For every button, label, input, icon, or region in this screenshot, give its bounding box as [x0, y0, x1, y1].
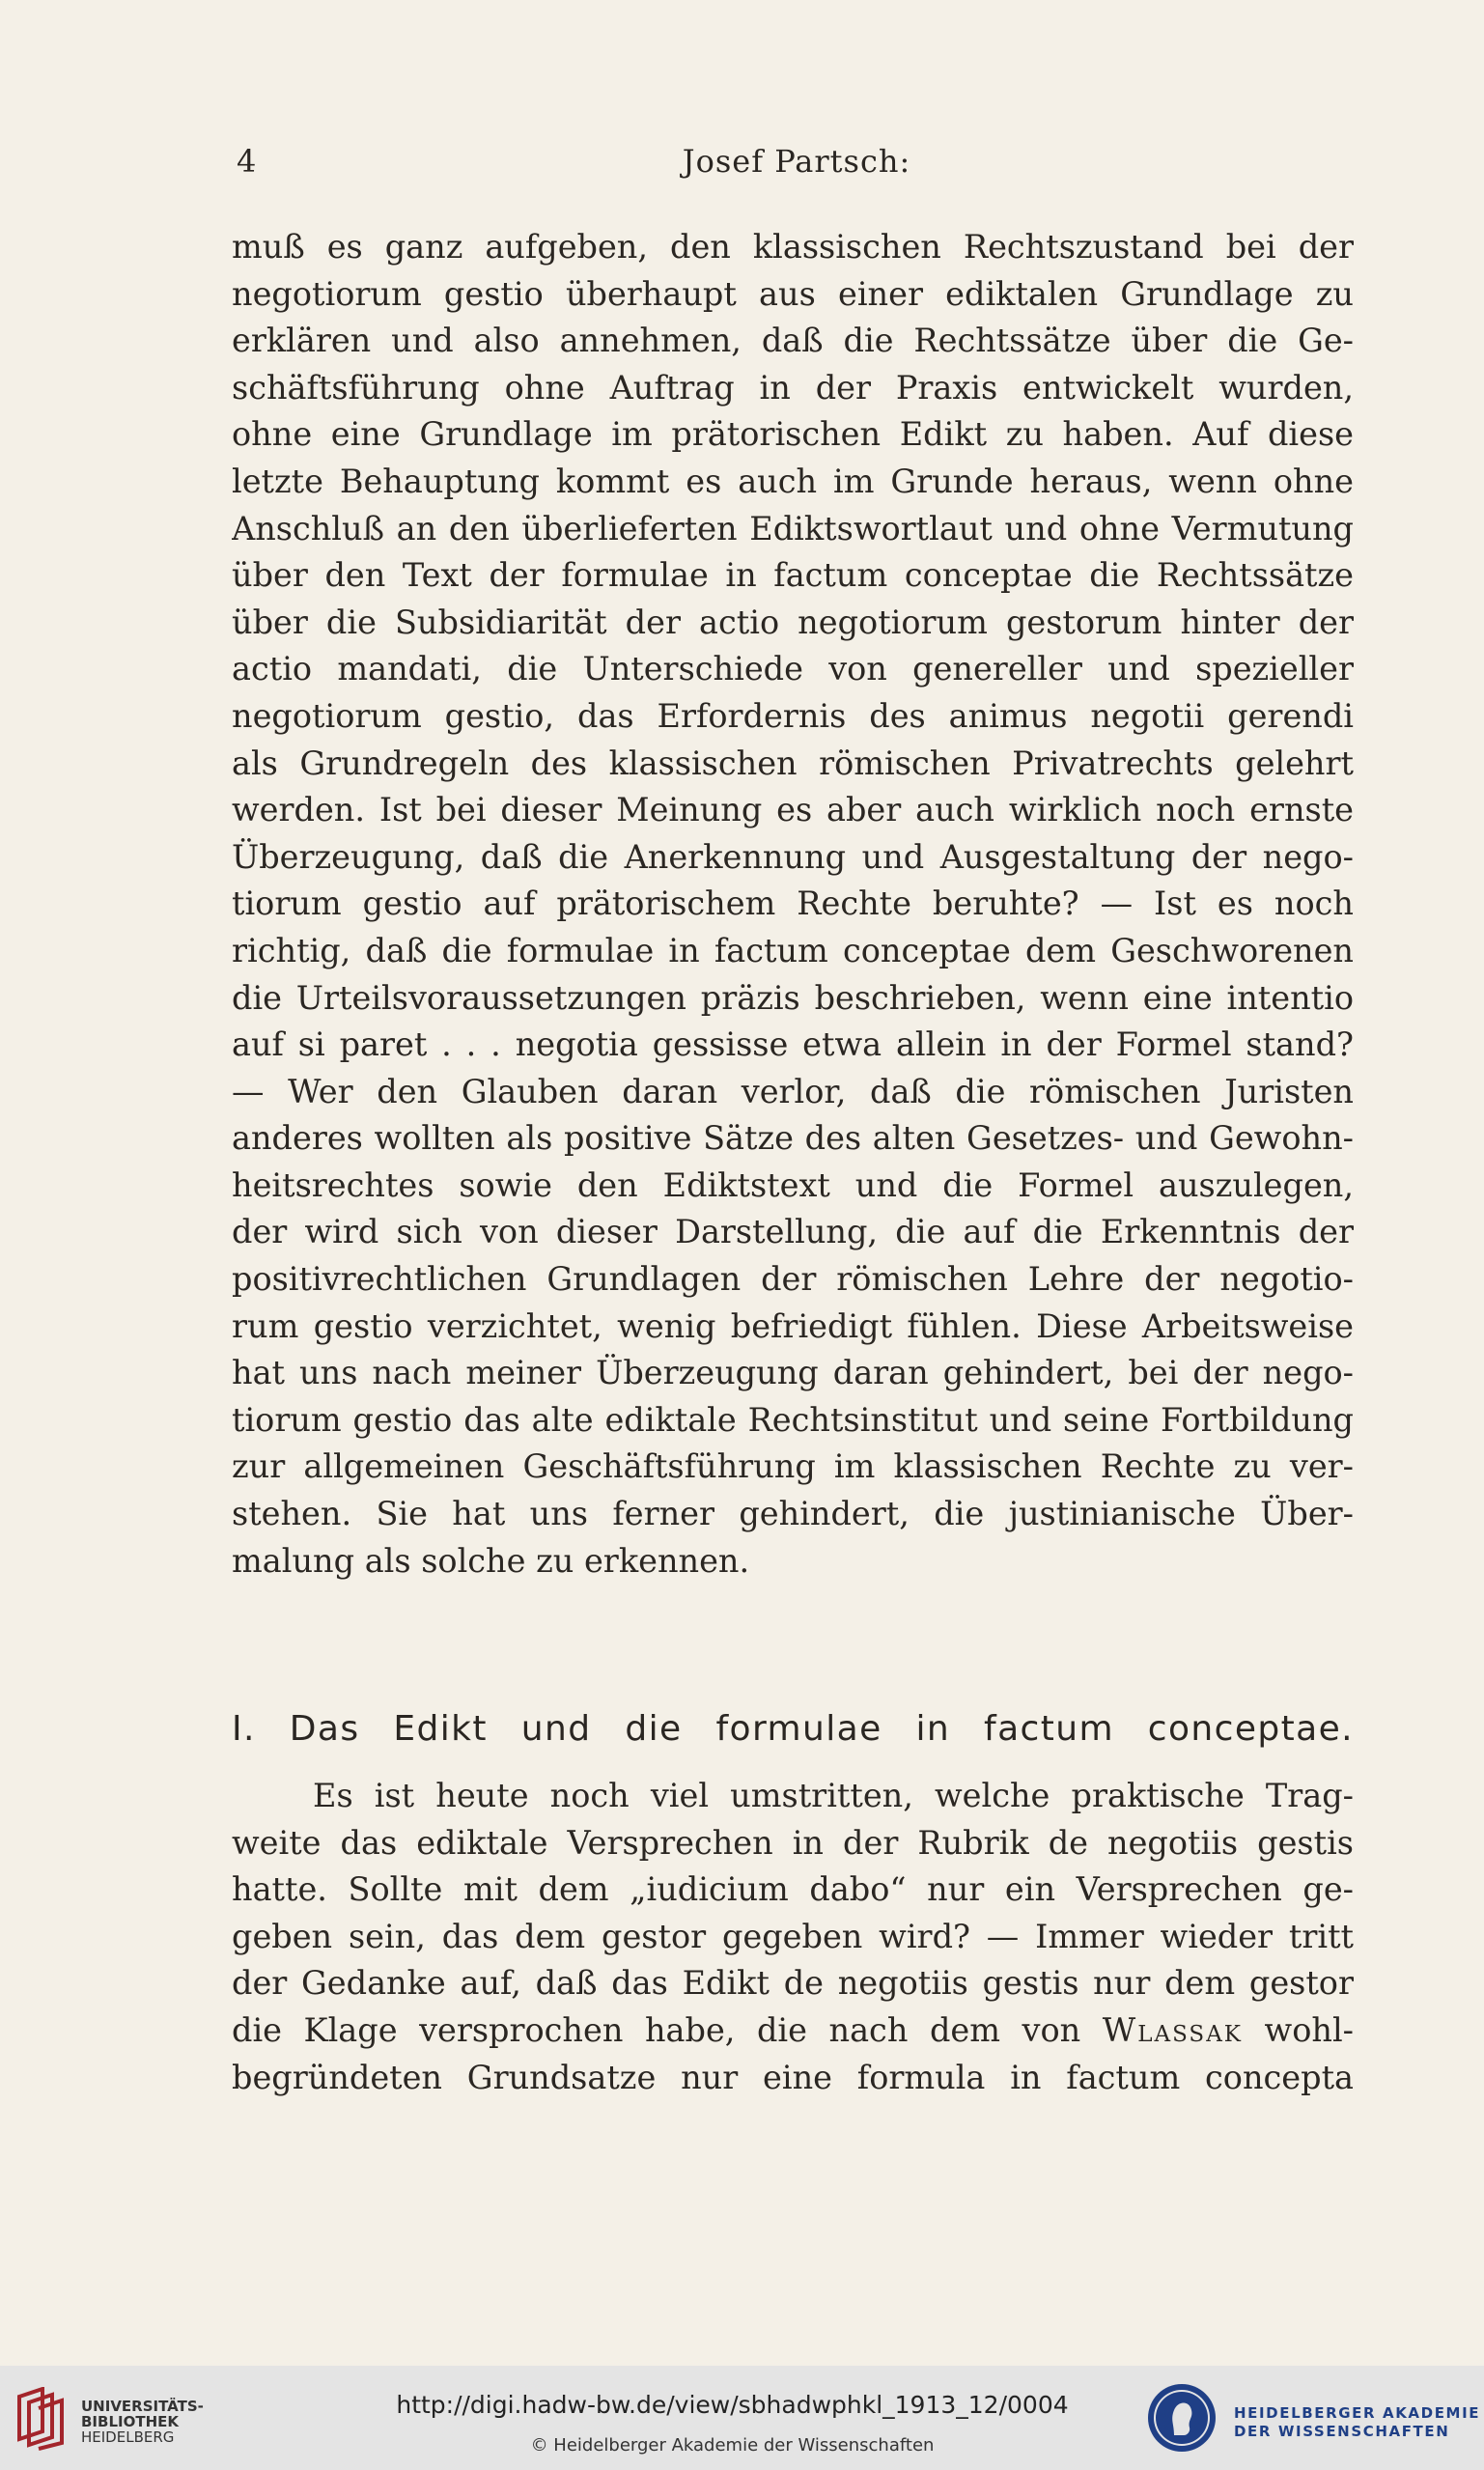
running-title: Josef Partsch:	[682, 143, 911, 180]
text-line: Es ist heute noch viel umstritten, welche praktische Trag-	[313, 1777, 1354, 1814]
running-head	[237, 143, 1357, 187]
academy-name-line: DER WISSENSCHAFTEN	[1234, 2423, 1450, 2440]
academy-name-line: HEIDELBERGER AKADEMIE	[1234, 2404, 1481, 2422]
text-line: tiorum gestio das alte ediktale Rechtsinstitut und seine Fortbildung	[232, 1400, 1354, 1439]
copyright-notice: © Heidelberger Akademie der Wissenschaften	[530, 2435, 935, 2456]
section-heading: I. Das Edikt und die formulae in factum conceptae.	[232, 1709, 1354, 1749]
paragraph-2	[232, 1773, 1354, 2101]
text-line: negotiorum gestio, das Erfordernis des animus negotii gerendi	[232, 696, 1354, 735]
text-line: der Gedanke auf, daß das Edikt de negotiis gestis nur dem gestor	[232, 1964, 1354, 2003]
text-line: als Grundregeln des klassischen römischen Privatrechts gelehrt	[232, 744, 1354, 782]
library-name-line: BIBLIOTHEK	[81, 2413, 179, 2430]
text-line: letzte Behauptung kommt es auch im Grunde heraus, wenn ohne	[232, 462, 1354, 500]
text-line: positivrechtlichen Grundlagen der römischen Lehre der negotio-	[232, 1260, 1354, 1299]
text-segment: wohl-	[1264, 2010, 1354, 2049]
text-line: weite das ediktale Versprechen in der Rubrik de negotiis gestis	[232, 1823, 1354, 1862]
text-line: negotiorum gestio überhaupt aus einer ediktalen Grundlage zu	[232, 274, 1354, 313]
academy-seal-icon	[1145, 2381, 1218, 2455]
text-line: — Wer den Glauben daran verlor, daß die römischen Juristen	[232, 1072, 1354, 1110]
text-line: begründeten Grundsatze nur eine formula in factum concepta	[232, 2058, 1354, 2096]
library-name-line: UNIVERSITÄTS-	[81, 2398, 204, 2415]
text-line: tiorum gestio auf prätorischem Rechte beruhte? — Ist es noch	[232, 884, 1354, 923]
text-line: heitsrechtes sowie den Ediktstext und die Formel auszulegen,	[232, 1165, 1354, 1204]
text-line: actio mandati, die Unterschiede von genereller und spezieller	[232, 650, 1354, 688]
text-line: über den Text der formulae in factum conceptae die Rechtssätze	[232, 556, 1354, 595]
text-line: rum gestio verzichtet, wenig befriedigt fühlen. Diese Arbeitsweise	[232, 1306, 1354, 1345]
text-line: Überzeugung, daß die Anerkennung und Ausgestaltung der nego-	[232, 837, 1354, 876]
academy-label	[1234, 2404, 1480, 2441]
text-line: hatte. Sollte mit dem „iudicium dabo“ nur ein Versprechen ge-	[232, 1870, 1354, 1909]
text-line: stehen. Sie hat uns ferner gehindert, die justinianische Über-	[232, 1495, 1354, 1533]
text-line: ohne eine Grundlage im prätorischen Edikt zu haben. Auf diese	[232, 415, 1354, 454]
text-line: erklären und also annehmen, daß die Rechtssätze über die Ge-	[232, 322, 1354, 360]
text-segment: die Klage versprochen habe, die nach dem von	[232, 2010, 1081, 2049]
library-city: HEIDELBERG	[81, 2428, 175, 2446]
text-line: der wird sich von dieser Darstellung, die auf die Erkenntnis der	[232, 1213, 1354, 1251]
text-line: die Urteilsvoraussetzungen präzis beschrieben, wenn eine intentio	[232, 978, 1354, 1017]
author-name: Wlassak	[1102, 2010, 1243, 2049]
text-line: geben sein, das dem gestor gegeben wird? — Immer wieder tritt	[232, 1917, 1354, 1955]
text-line: hat uns nach meiner Überzeugung daran gehindert, bei der nego-	[232, 1354, 1354, 1392]
viewer-footer	[0, 2366, 1484, 2470]
text-line: auf si paret . . . negotia gessisse etwa allein in der Formel stand?	[232, 1025, 1354, 1064]
text-line: schäftsführung ohne Auftrag in der Praxis entwickelt wurden,	[232, 368, 1354, 407]
text-line	[232, 2007, 1354, 2055]
paragraph-1	[232, 224, 1354, 1585]
text-line: werden. Ist bei dieser Meinung es aber auch wirklich noch ernste	[232, 791, 1354, 829]
permalink-url[interactable]: http://digi.hadw-bw.de/view/sbhadwphkl_1913_12/0004	[396, 2391, 1069, 2419]
text-line: anderes wollten als positive Sätze des alten Gesetzes- und Gewohn-	[232, 1119, 1354, 1158]
text-line: zur allgemeinen Geschäftsführung im klassischen Rechte zu ver-	[232, 1447, 1354, 1486]
page-number: 4	[237, 143, 257, 180]
text-line: richtig, daß die formulae in factum conceptae dem Geschworenen	[232, 931, 1354, 969]
text-line: muß es ganz aufgeben, den klassischen Rechtszustand bei der	[232, 228, 1354, 266]
text-line: über die Subsidiarität der actio negotiorum gestorum hinter der	[232, 603, 1354, 641]
text-line: malung als solche zu erkennen.	[232, 1541, 750, 1580]
text-line: Anschluß an den überlieferten Ediktswortlaut und ohne Vermutung	[232, 509, 1354, 547]
